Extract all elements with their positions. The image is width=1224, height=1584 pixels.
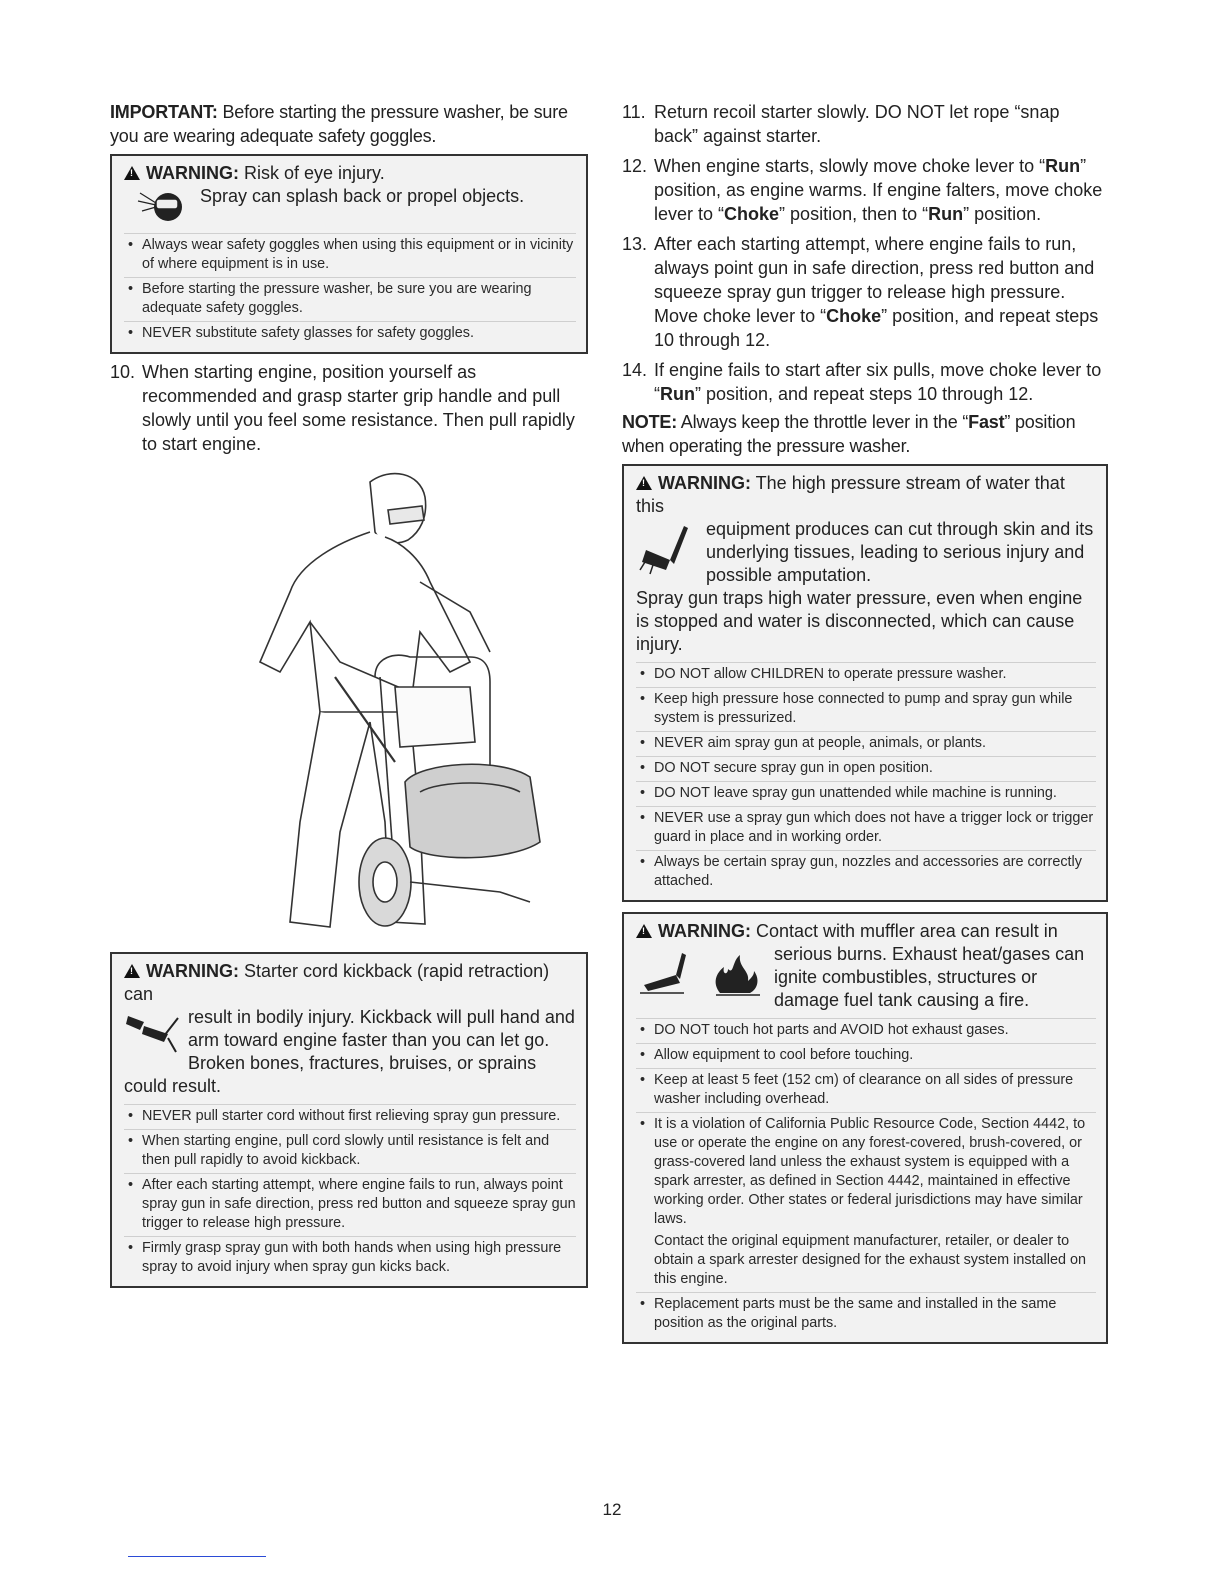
warning-kickback-line2: result in bodily injury. Kickback will pull hand and arm toward engine faster than you can let go. Broken bones, fractures, bruises, or sprains could result. [124, 1007, 575, 1096]
warning-pressure-body [636, 518, 1096, 587]
warning-kickback-bullets [124, 1104, 576, 1280]
note-label: NOTE: [622, 412, 677, 432]
warning-muffler-heading [636, 920, 1096, 943]
step-number: 13. [622, 234, 648, 254]
warning-triangle-icon [636, 476, 652, 490]
bullet-item: • Allow equipment to cool before touching. [636, 1043, 1096, 1068]
text-run: When engine starts, slowly move choke lever to “ [654, 156, 1046, 176]
warning-eye-injury-box [110, 154, 588, 354]
text-run: If engine fails to start after six pulls, move choke lever to “ [654, 360, 1102, 404]
warning-pressure-heading [636, 472, 1096, 518]
bullet-item: • Replacement parts must be the same and installed in the same position as the original parts. [636, 1292, 1096, 1336]
important-text: Before starting the pressure washer, be sure you are wearing adequate safety goggles. [110, 102, 568, 146]
bullet-item: • It is a violation of California Public Resource Code, Section 4442, to use or operate the engine on any forest-covered, brush-covered, or grass-covered land unless the exhaust system is equipped with a spark arrester, as defined in Section 4442, maintained in effective working order. Other states or federal jurisdictions may have similar laws. [636, 1112, 1096, 1232]
warning-label: WARNING: [146, 961, 239, 981]
bullet-item: • DO NOT leave spray gun unattended while machine is running. [636, 781, 1096, 806]
choke-term: Choke [724, 204, 780, 224]
text-run: ” position, then to “ [779, 204, 929, 224]
goggles-face-icon [134, 187, 192, 227]
run-term: Run [928, 204, 964, 224]
warning-triangle-icon [124, 166, 140, 180]
warning-kickback-line1: Starter cord kickback (rapid retraction) can [124, 961, 550, 1004]
warning-pressure-line2: equipment produces can cut through skin and its underlying tissues, leading to serious injury and possible amputation. [706, 519, 1094, 585]
text-run: After each starting attempt, where engine fails to run, always point gun in safe direction, press red button and squeeze spray gun trigger to release high pressure. Move choke lever to “ [654, 234, 1095, 326]
warning-pressure-line3: Spray gun traps high water pressure, even when engine is stopped and water is disconnected, which can cause injury. [636, 588, 1083, 654]
bullet-item: • Keep at least 5 feet (152 cm) of clearance on all sides of pressure washer including overhead. [636, 1068, 1096, 1112]
warning-label: WARNING: [658, 473, 751, 493]
operator-starting-engine-illustration [170, 462, 590, 952]
warning-high-pressure-box [622, 464, 1108, 902]
bullet-item: • DO NOT touch hot parts and AVOID hot exhaust gases. [636, 1018, 1096, 1043]
warning-eye-body [124, 185, 576, 227]
warning-muffler-line1: Contact with muffler area can result in [751, 921, 1058, 941]
run-term: Run [660, 384, 695, 404]
warning-kickback-heading [124, 960, 576, 1006]
hand-kickback-icon [124, 1008, 180, 1054]
warning-kickback-body [124, 1006, 576, 1098]
text-run: ” position, as engine warms. If engine falters, move choke lever to “ [654, 156, 1103, 224]
step-13 [622, 232, 1108, 352]
choke-term: Choke [826, 306, 882, 326]
left-column [110, 100, 588, 1288]
bullet-item: • Firmly grasp spray gun with both hands when using high pressure spray to avoid injury when spray gun kicks back. [124, 1236, 576, 1280]
step-11 [622, 100, 1108, 148]
warning-muffler-bullets [636, 1018, 1096, 1336]
bullet-item: • After each starting attempt, where engine fails to run, always point spray gun in safe direction, press red button and squeeze spray gun trigger to release high pressure. [124, 1173, 576, 1236]
page-number: 12 [602, 1500, 622, 1519]
warning-eye-heading [124, 162, 576, 185]
warning-pressure-bullets [636, 662, 1096, 894]
footer-rule [128, 1556, 266, 1557]
step-text: Return recoil starter slowly. DO NOT let rope “snap back” against starter. [654, 102, 1060, 146]
step-number: 14. [622, 360, 648, 380]
fast-term: Fast [968, 412, 1005, 432]
warning-triangle-icon [636, 924, 652, 938]
bullet-item: • Always be certain spray gun, nozzles and accessories are correctly attached. [636, 850, 1096, 894]
warning-eye-line2: Spray can splash back or propel objects. [200, 186, 525, 206]
warning-label: WARNING: [146, 163, 239, 183]
step-12 [622, 154, 1108, 226]
bullet-item: • DO NOT allow CHILDREN to operate pressure washer. [636, 662, 1096, 687]
bullet-item: • When starting engine, pull cord slowly until resistance is felt and then pull rapidly to avoid kickback. [124, 1129, 576, 1173]
step-number: 11. [622, 102, 646, 122]
warning-eye-line1: Risk of eye injury. [239, 163, 385, 183]
hand-injection-icon [636, 520, 698, 580]
bullet-item: • Keep high pressure hose connected to pump and spray gun while system is pressurized. [636, 687, 1096, 731]
bullet-item: • Always wear safety goggles when using this equipment or in vicinity of where equipment is in use. [124, 233, 576, 277]
warning-kickback-box [110, 952, 588, 1288]
bullet-continuation: Contact the original equipment manufacturer, retailer, or dealer to obtain a spark arrester designed for the exhaust system installed on this engine. [654, 1233, 1086, 1287]
warning-label: WARNING: [658, 921, 751, 941]
step-text [654, 232, 1108, 352]
text-run: ” position. [963, 204, 1042, 224]
bullet-item: • NEVER pull starter cord without first relieving spray gun pressure. [124, 1104, 576, 1129]
bullet-item: • Before starting the pressure washer, be sure you are wearing adequate safety goggles. [124, 277, 576, 321]
text-run: ” position, and repeat steps 10 through 12. [654, 306, 1099, 350]
step-14 [622, 358, 1108, 406]
step-number: 12. [622, 156, 648, 176]
right-column [622, 100, 1108, 1344]
step-text [654, 154, 1108, 226]
warning-muffler-line2: serious burns. Exhaust heat/gases can ignite combustibles, structures or damage fuel tank causing a fire. [774, 944, 1085, 1010]
bullet-item: • NEVER use a spray gun which does not have a trigger lock or trigger guard in place and in working order. [636, 806, 1096, 850]
warning-triangle-icon [124, 964, 140, 978]
text-run: ” position, and repeat steps 10 through 12. [695, 384, 1034, 404]
text-run: ” position when operating the pressure washer. [622, 412, 1076, 456]
warning-muffler-body [636, 943, 1096, 1012]
warning-eye-bullets [124, 233, 576, 346]
hot-surface-icon [640, 953, 686, 993]
bullet-item: • DO NOT secure spray gun in open position. [636, 756, 1096, 781]
warning-pressure-line1: The high pressure stream of water that this [636, 473, 1065, 516]
step-text: When starting engine, position yourself as recommended and grasp starter grip handle and pull slowly until you feel some resistance. Then pull rapidly to start engine. [142, 362, 575, 454]
note-paragraph [622, 410, 1108, 458]
run-term: Run [1045, 156, 1081, 176]
step-number: 10. [110, 362, 136, 382]
burn-and-fire-icons [636, 945, 766, 997]
bullet-item: • NEVER aim spray gun at people, animals, or plants. [636, 731, 1096, 756]
step-10 [110, 360, 588, 456]
step-text [654, 358, 1108, 406]
fire-icon [716, 955, 760, 995]
warning-muffler-box [622, 912, 1108, 1344]
text-run: Always keep the throttle lever in the “ [677, 412, 969, 432]
important-paragraph [110, 100, 588, 148]
bullet-item: • NEVER substitute safety glasses for safety goggles. [124, 321, 576, 346]
important-label: IMPORTANT: [110, 102, 218, 122]
